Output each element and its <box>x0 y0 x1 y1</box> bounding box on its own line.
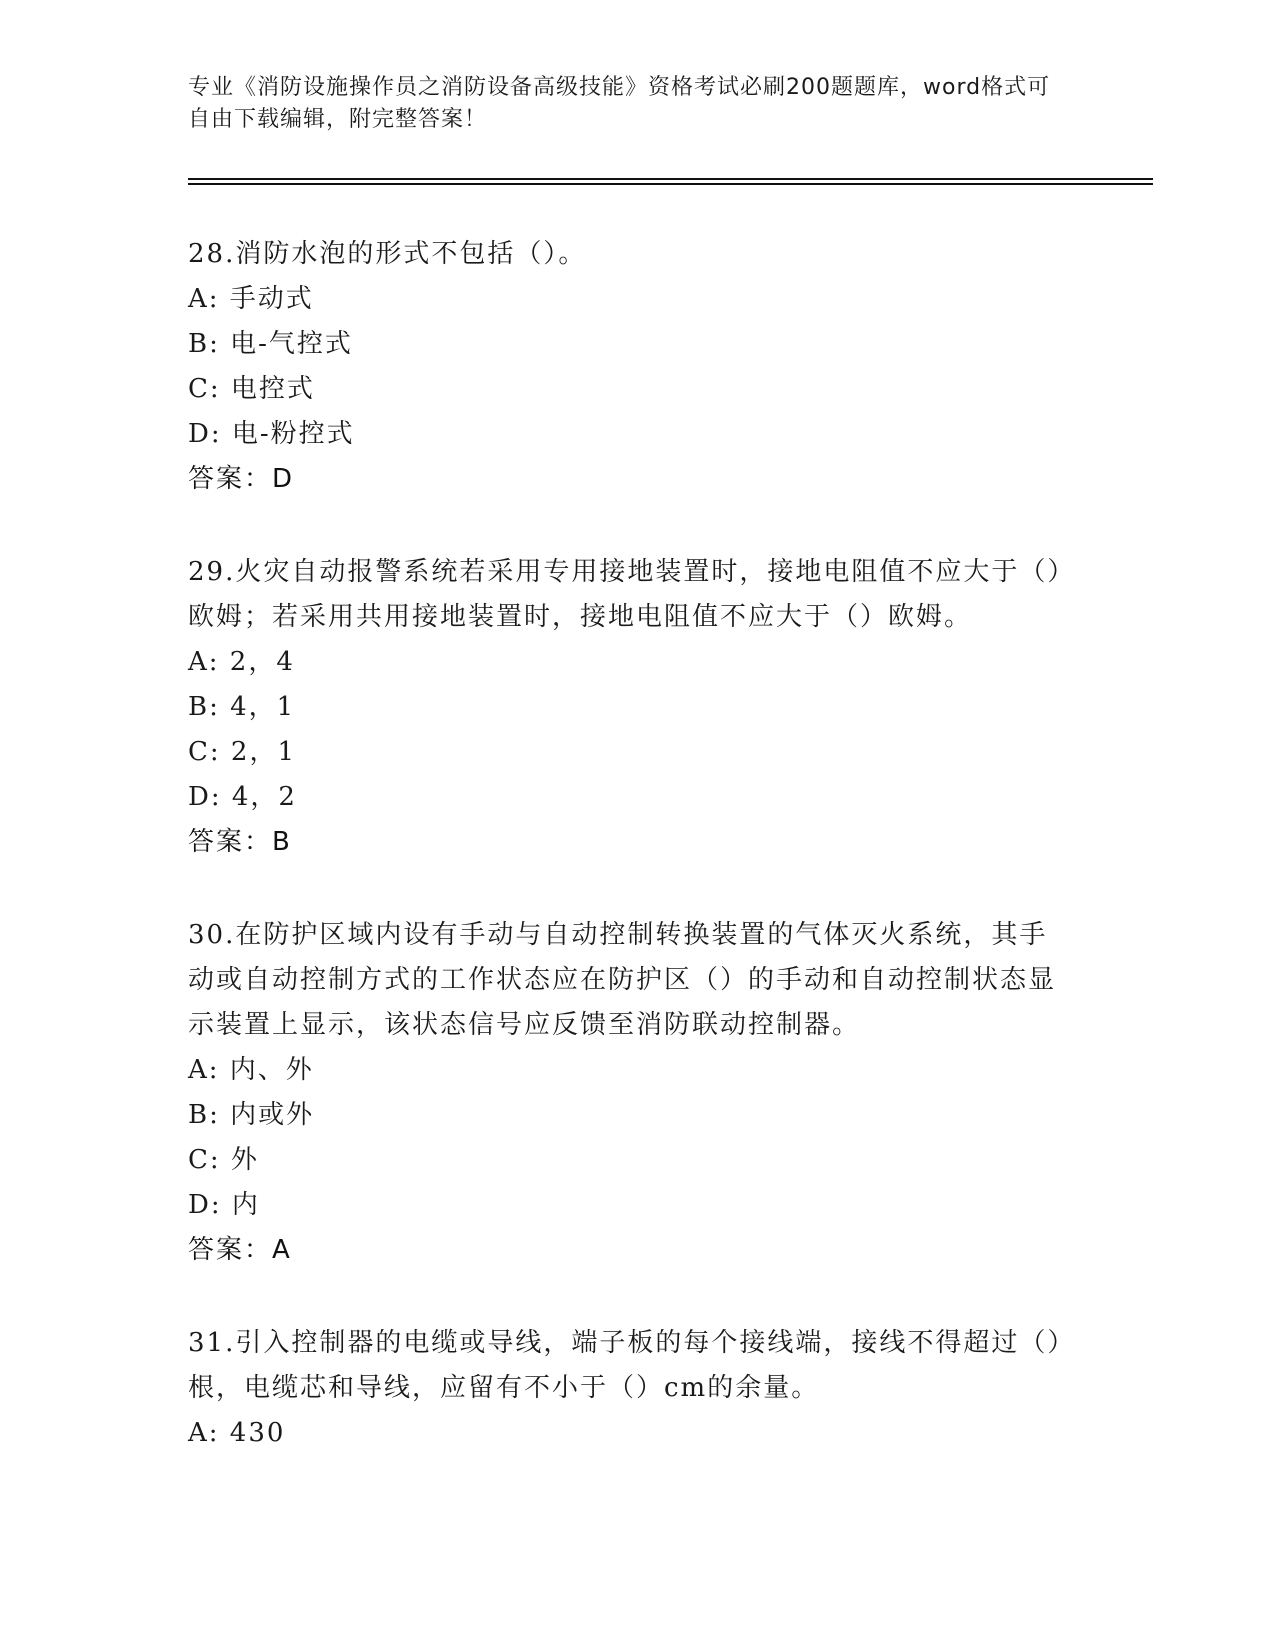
option-d: D: 4，2 <box>188 782 297 812</box>
option-d: D: 电-粉控式 <box>188 419 355 449</box>
question-stem: 28.消防水泡的形式不包括（）。 <box>188 239 587 269</box>
header-divider-top <box>188 178 1153 180</box>
option-b: B: 电-气控式 <box>188 329 353 359</box>
question-30 <box>188 913 1068 1273</box>
option-c: C: 电控式 <box>188 374 315 404</box>
option-b: B: 内或外 <box>188 1100 315 1130</box>
option-a: A: 手动式 <box>188 284 314 314</box>
question-stem: 29.火灾自动报警系统若采用专用接地装置时，接地电阻值不应大于（）欧姆；若采用共用接地装置时，接地电阻值不应大于（）欧姆。 <box>188 557 1063 632</box>
option-a: A: 430 <box>188 1418 286 1448</box>
option-a: A: 2，4 <box>188 647 295 677</box>
option-c: C: 外 <box>188 1145 259 1175</box>
question-28 <box>188 232 1068 502</box>
answer: 答案：A <box>188 1235 292 1265</box>
answer: 答案：B <box>188 827 292 857</box>
document-header: 专业《消防设施操作员之消防设备高级技能》资格考试必刷200题题库，word格式可自由下载编辑，附完整答案！ <box>188 75 1051 132</box>
option-c: C: 2，1 <box>188 737 297 767</box>
option-a: A: 内、外 <box>188 1055 314 1085</box>
option-b: B: 4，1 <box>188 692 296 722</box>
option-d: D: 内 <box>188 1190 260 1220</box>
question-stem: 30.在防护区域内设有手动与自动控制转换装置的气体灭火系统，其手动或自动控制方式的工作状态应在防护区（）的手动和自动控制状态显示装置上显示，该状态信号应反馈至消防联动控制器。 <box>188 920 1057 1040</box>
question-stem: 31.引入控制器的电缆或导线，端子板的每个接线端，接线不得超过（）根，电缆芯和导线，应留有不小于（）cm的余量。 <box>188 1328 1063 1403</box>
answer: 答案：D <box>188 464 295 494</box>
question-29 <box>188 550 1068 865</box>
question-list <box>188 232 1068 1504</box>
header-divider-bottom <box>188 183 1153 185</box>
question-31 <box>188 1321 1068 1456</box>
